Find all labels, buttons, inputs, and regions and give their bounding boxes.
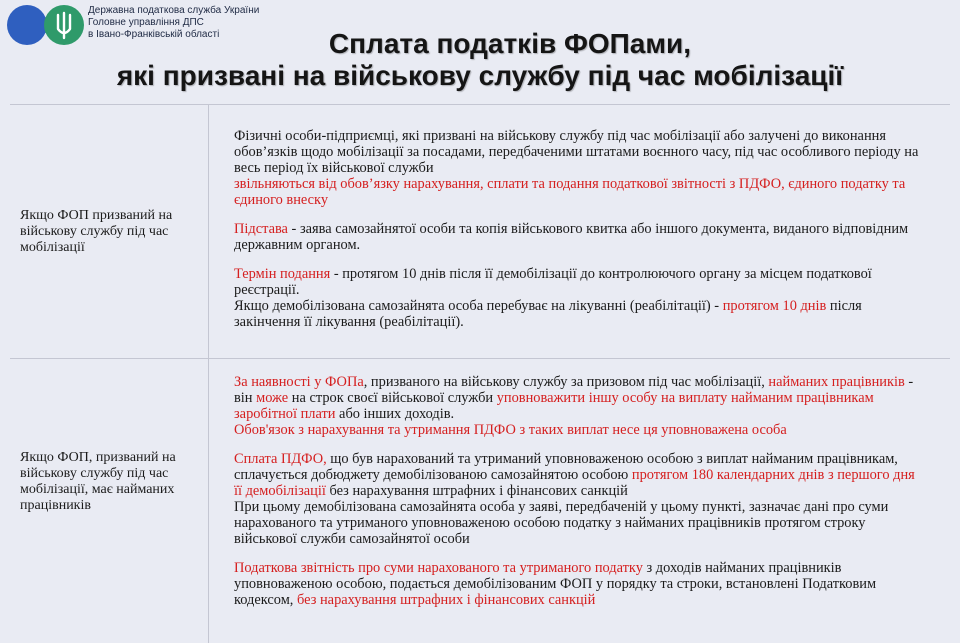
row1-paragraph-2 xyxy=(234,221,924,253)
row2-column-divider xyxy=(208,359,209,643)
org-line-2: Головне управління ДПС xyxy=(88,17,204,28)
row1-p1-text: Фізичні особи-підприємці, які призвані на військову службу під час мобілізації або залучені до виконання обов’язків щодо мобілізації за посадами, передбаченими штатами воєнного часу, під час особливого періоду на весь період їх військової служби xyxy=(234,128,919,176)
row2-p1-highlight-5: Обов'язок з нарахування та утримання ПДФО з таких виплат несе ця уповноважена особа xyxy=(234,422,787,438)
row2-paragraph-1 xyxy=(234,374,924,438)
row2-p1-text-1: , призваного на військову службу за призовом під час мобілізації, xyxy=(363,374,769,390)
row1-content xyxy=(234,128,924,330)
row1-p2-highlight: Підстава xyxy=(234,221,288,237)
row2-p2-highlight-2: протягом 180 календарних днів з першого дня її демобілізації xyxy=(234,467,915,499)
row2-p1-text-2: - він xyxy=(234,374,914,406)
row1-paragraph-3 xyxy=(234,266,924,330)
row1-p1-highlight: звільняються від обов’язку нарахування, сплати та подання податкової звітності з ПДФО, єдиного податку та єдиного внеску xyxy=(234,176,906,208)
row2-p2b-text: При цьому демобілізована самозайнята особа у заяві, передбаченій у цьому пункті, зазначає дані про суми нарахованого та утриманого уповноваженою особою податку з найманих працівників протягом строку військової служби самозайнятої особи xyxy=(234,499,889,547)
org-line-3: в Івано-Франківській області xyxy=(88,29,220,40)
org-line-1: Державна податкова служба України xyxy=(88,5,260,16)
row2-p3-highlight-1: Податкова звітність про суми нарахованого та утриманого податку xyxy=(234,560,643,576)
row2-p2-highlight-1: Сплата ПДФО, xyxy=(234,451,327,467)
table-top-border xyxy=(10,104,950,105)
row2-paragraph-2 xyxy=(234,451,924,547)
row1-p3b-text-2: після закінчення її лікування (реабілітації). xyxy=(234,298,862,330)
row2-p3-highlight-2: без нарахування штрафних і фінансових санкцій xyxy=(297,592,596,608)
row2-paragraph-3 xyxy=(234,560,924,608)
row2-p1-text-4: або інших доходів. xyxy=(335,406,455,422)
row2-p1-highlight-4: уповноважити іншу особу на виплату найманим працівникам заробітної плати xyxy=(234,390,874,422)
row2-condition: Якщо ФОП, призваний на військову службу під час мобілізації, має найманих працівників xyxy=(20,450,176,513)
row1-condition: Якщо ФОП призваний на військову службу під час мобілізації xyxy=(20,208,173,255)
row2-p1-text-3: на строк своєї військової служби xyxy=(288,390,497,406)
title-line-1: Сплата податків ФОПами, xyxy=(328,28,692,59)
header xyxy=(0,0,960,105)
row2-p3-text-1: з доходів найманих працівників уповноваженою особою, подається демобілізованим ФОП у порядку та строки, встановлені Податковим кодексом, xyxy=(234,560,877,608)
row2-p2-text-1: що був нарахований та утриманий уповноваженою особою з виплат найманим працівникам, сплачується добюджету демобілізованою самозайнятою особою xyxy=(234,451,898,483)
row2-p1-highlight-1: За наявності у ФОПа xyxy=(234,374,364,390)
row-divider xyxy=(10,358,950,359)
row1-paragraph-1 xyxy=(234,128,924,208)
row1-p3b-text: Якщо демобілізована самозайнята особа перебуває на лікуванні (реабілітації) - xyxy=(234,298,723,314)
row2-p1-highlight-3: може xyxy=(256,390,289,406)
title-line-2: які призвані на військову службу під час мобілізації xyxy=(116,60,844,91)
row2-p2-text-2: без нарахування штрафних і фінансових санкцій xyxy=(325,483,628,499)
page-title xyxy=(0,28,960,92)
row1-column-divider xyxy=(208,105,209,358)
row2-p1-highlight-2: найманих працівників xyxy=(768,374,905,390)
row1-p2-text: - заява самозайнятої особи та копія військового квитка або іншого документа, виданого відповідним державним органом. xyxy=(234,221,909,253)
row2-content xyxy=(234,374,924,608)
row1-p3-highlight: Термін подання xyxy=(234,266,331,282)
row1-p3-text: - протягом 10 днів після її демобілізації до контролюючого органу за місцем податкової реєстрації. xyxy=(234,266,872,298)
row1-p3b-highlight: протягом 10 днів xyxy=(722,298,827,314)
